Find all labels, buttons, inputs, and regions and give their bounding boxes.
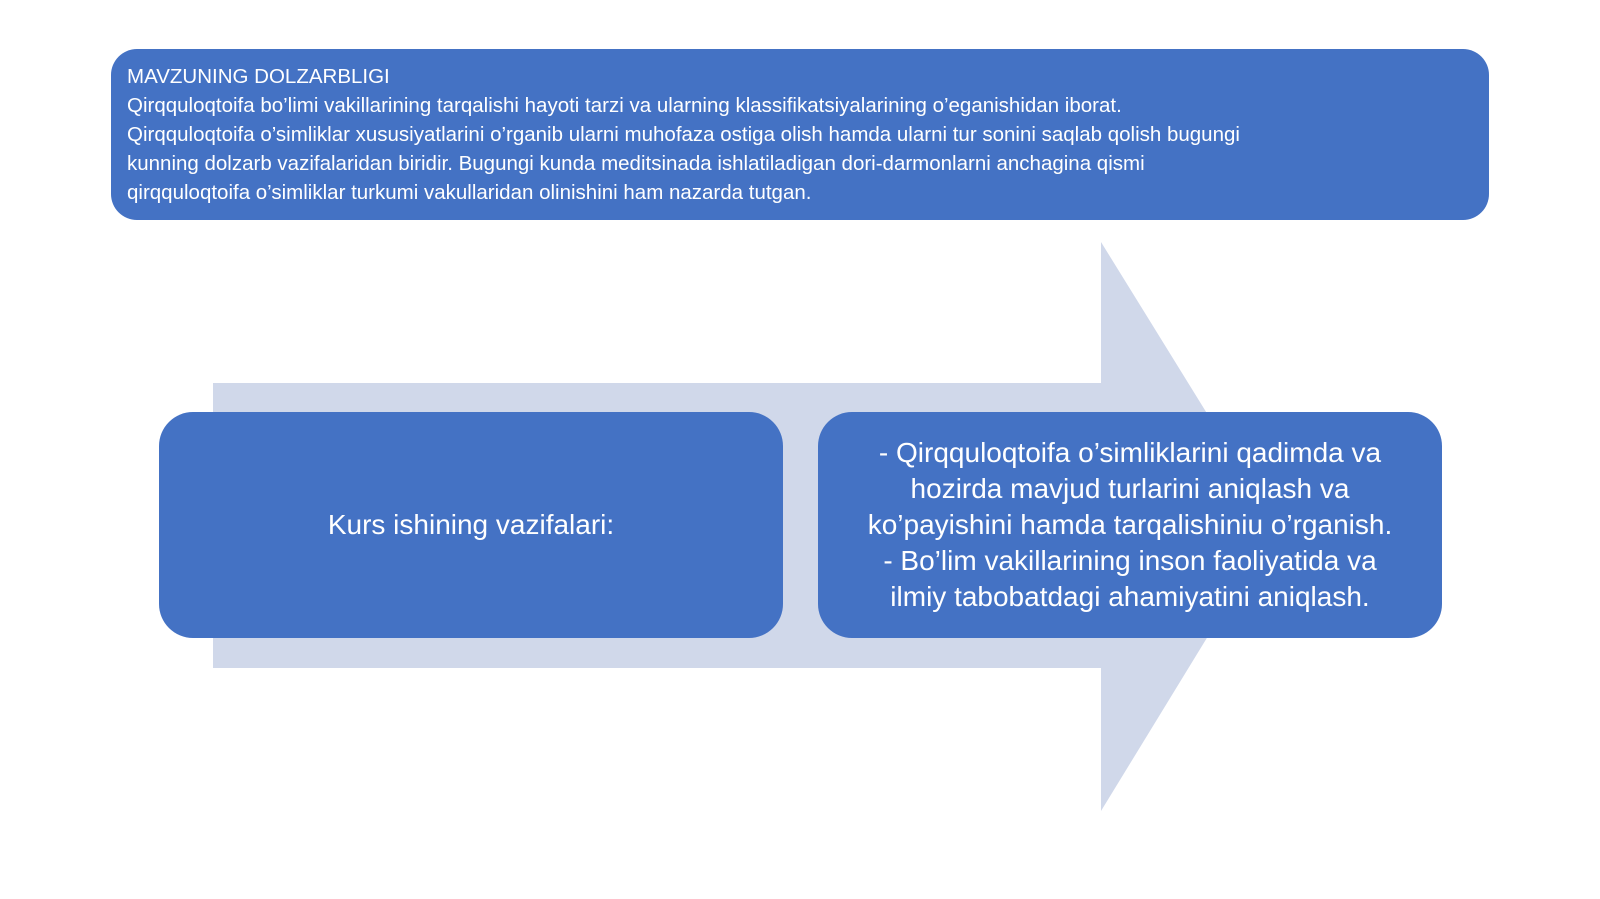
relevance-line-2: Qirqquloqtoifa o’simliklar xususiyatlarini o’rganib ularni muhofaza ostiga olish hamda ularni tur sonini saqlab qolish bugungi	[127, 123, 1240, 146]
tasks-label-card	[159, 412, 783, 638]
tasks-line-5: ilmiy tabobatdagi ahamiyatini aniqlash.	[890, 581, 1370, 612]
tasks-line-2: hozirda mavjud turlarini aniqlash va	[910, 473, 1350, 504]
relevance-line-4: qirqquloqtoifa o’simliklar turkumi vakullaridan olinishini ham nazarda tutgan.	[127, 181, 812, 204]
tasks-line-4: - Bo’lim vakillarining inson faoliyatida va	[883, 545, 1377, 576]
tasks-line-1: - Qirqquloqtoifa o’simliklarini qadimda va	[878, 437, 1382, 468]
relevance-heading: MAVZUNING DOLZARBLIGI	[127, 65, 390, 88]
tasks-line-3: ko’payishini hamda tarqalishiniu o’rganish.	[867, 509, 1393, 540]
tasks-content	[868, 435, 1393, 615]
relevance-line-3: kunning dolzarb vazifalaridan biridir. Bugungi kunda meditsinada ishlatiladigan dori-darmonlarni anchagina qismi	[127, 152, 1145, 175]
tasks-content-card	[818, 412, 1442, 638]
relevance-line-1: Qirqquloqtoifa bo’limi vakillarining tarqalishi hayoti tarzi va ularning klassifikatsiyalarining o’eganishidan iborat.	[127, 94, 1122, 117]
tasks-label: Kurs ishining vazifalari:	[327, 509, 615, 540]
